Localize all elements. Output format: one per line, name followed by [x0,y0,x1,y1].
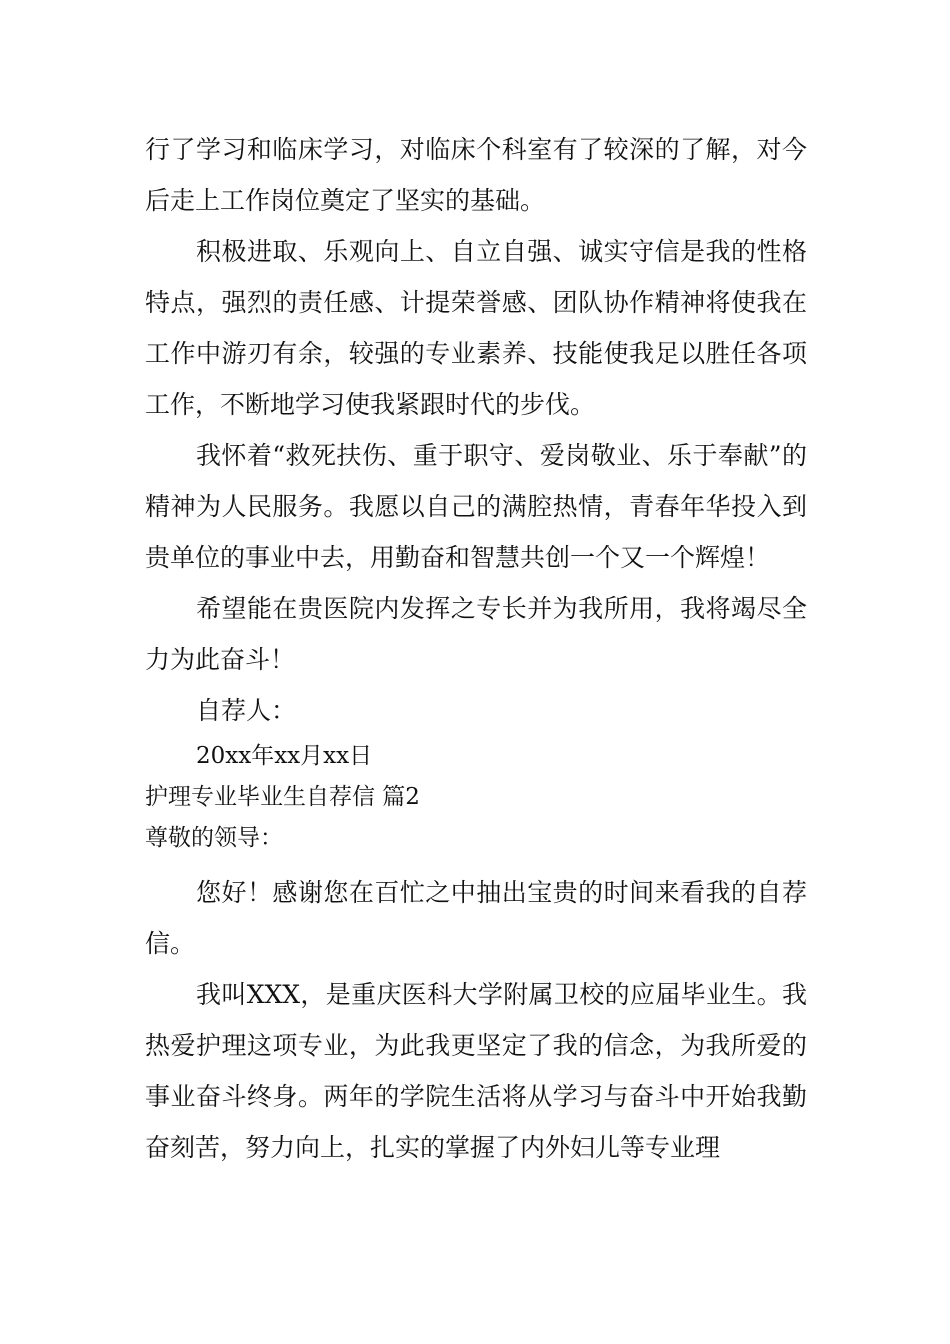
paragraph-character-traits: 积极进取、乐观向上、自立自强、诚实守信是我的性格特点，强烈的责任感、计提荣誉感、团队协作精神将使我在工作中游刃有余，较强的专业素养、技能使我足以胜任各项工作，不断地学习使我紧跟时代的步伐。 [145,237,807,419]
salutation: 尊敬的领导： [145,825,283,851]
paragraph-hope: 希望能在贵医院内发挥之专长并为我所用，我将竭尽全力为此奋斗！ [145,594,807,674]
document-body [145,124,807,1173]
section-title: 护理专业毕业生自荐信 篇2 [145,784,420,810]
signature-label: 自荐人： [196,696,297,725]
paragraph-continuation: 行了学习和临床学习，对临床个科室有了较深的了解，对今后走上工作岗位奠定了坚实的基础。 [145,135,807,215]
signature-date: 20xx年xx月xx日 [196,743,373,769]
paragraph-greeting: 您好！感谢您在百忙之中抽出宝贵的时间来看我的自荐信。 [145,878,807,958]
spacer [145,859,807,867]
paragraph-introduction: 我叫XXX，是重庆医科大学附属卫校的应届毕业生。我热爱护理这项专业，为此我更坚定了我的信念，为我所爱的事业奋斗终身。两年的学院生活将从学习与奋斗中开始我勤奋刻苦，努力向上，扎实的掌握了内外妇儿等专业理 [145,980,807,1162]
paragraph-service-spirit: 我怀着“救死扶伤、重于职守、爱岗敬业、乐于奉献”的精神为人民服务。我愿以自己的满腔热情，青春年华投入到贵单位的事业中去，用勤奋和智慧共创一个又一个辉煌！ [145,441,807,572]
